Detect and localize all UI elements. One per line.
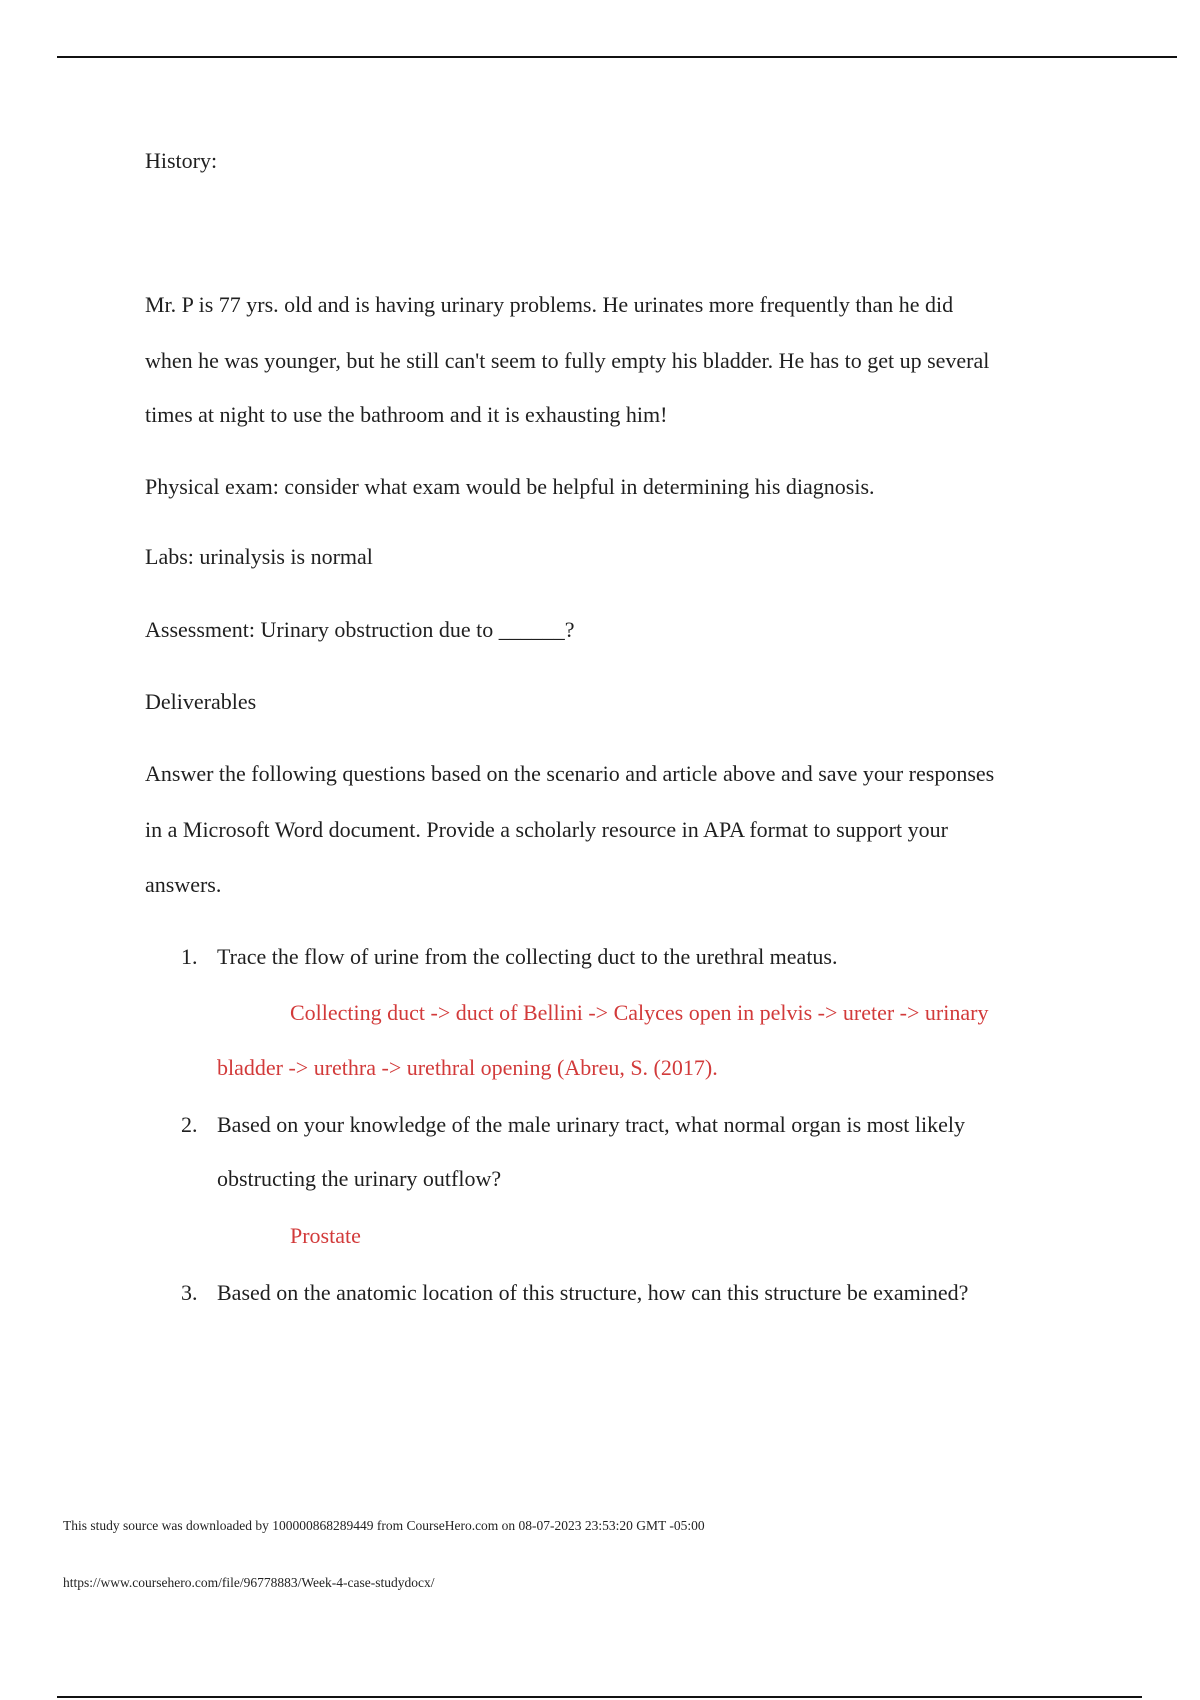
question-text-continued: obstructing the urinary outflow? [217, 1166, 502, 1191]
question-number: 2. [181, 1112, 198, 1137]
question-text: Based on your knowledge of the male urinary tract, what normal organ is most likely [217, 1112, 966, 1137]
question-number: 1. [181, 944, 198, 969]
footer-rule [57, 1696, 1142, 1698]
history-line: times at night to use the bathroom and it is exhausting him! [145, 402, 668, 427]
history-line: when he was younger, but he still can't seem to fully empty his bladder. He has to get up several [145, 348, 990, 373]
answer-text: bladder -> urethra -> urethral opening (Abreu, S. (2017). [217, 1055, 718, 1080]
instructions-line: answers. [145, 872, 222, 897]
answer-text: Collecting duct -> duct of Bellini -> Calyces open in pelvis -> ureter -> urinary [290, 1000, 989, 1025]
physical-exam-text: Physical exam: consider what exam would be helpful in determining his diagnosis. [145, 474, 875, 499]
question-number: 3. [181, 1280, 198, 1305]
instructions-line: Answer the following questions based on the scenario and article above and save your responses [145, 761, 995, 786]
header-rule [57, 56, 1177, 58]
question-text: Based on the anatomic location of this structure, how can this structure be examined? [217, 1280, 969, 1305]
source-url[interactable]: https://www.coursehero.com/file/96778883/Week-4-case-studydocx/ [63, 1575, 435, 1590]
assessment-text: Assessment: Urinary obstruction due to ______? [145, 617, 575, 642]
answer-text: Prostate [290, 1223, 361, 1248]
download-notice: This study source was downloaded by 100000868289449 from CourseHero.com on 08-07-2023 23:53:20 GMT -05:00 [63, 1518, 705, 1533]
history-line: Mr. P is 77 yrs. old and is having urinary problems. He urinates more frequently than he did [145, 292, 954, 317]
labs-text: Labs: urinalysis is normal [145, 544, 373, 569]
instructions-line: in a Microsoft Word document. Provide a scholarly resource in APA format to support your [145, 817, 948, 842]
deliverables-heading: Deliverables [145, 689, 257, 714]
history-heading: History: [145, 148, 218, 173]
question-text: Trace the flow of urine from the collecting duct to the urethral meatus. [217, 944, 838, 969]
